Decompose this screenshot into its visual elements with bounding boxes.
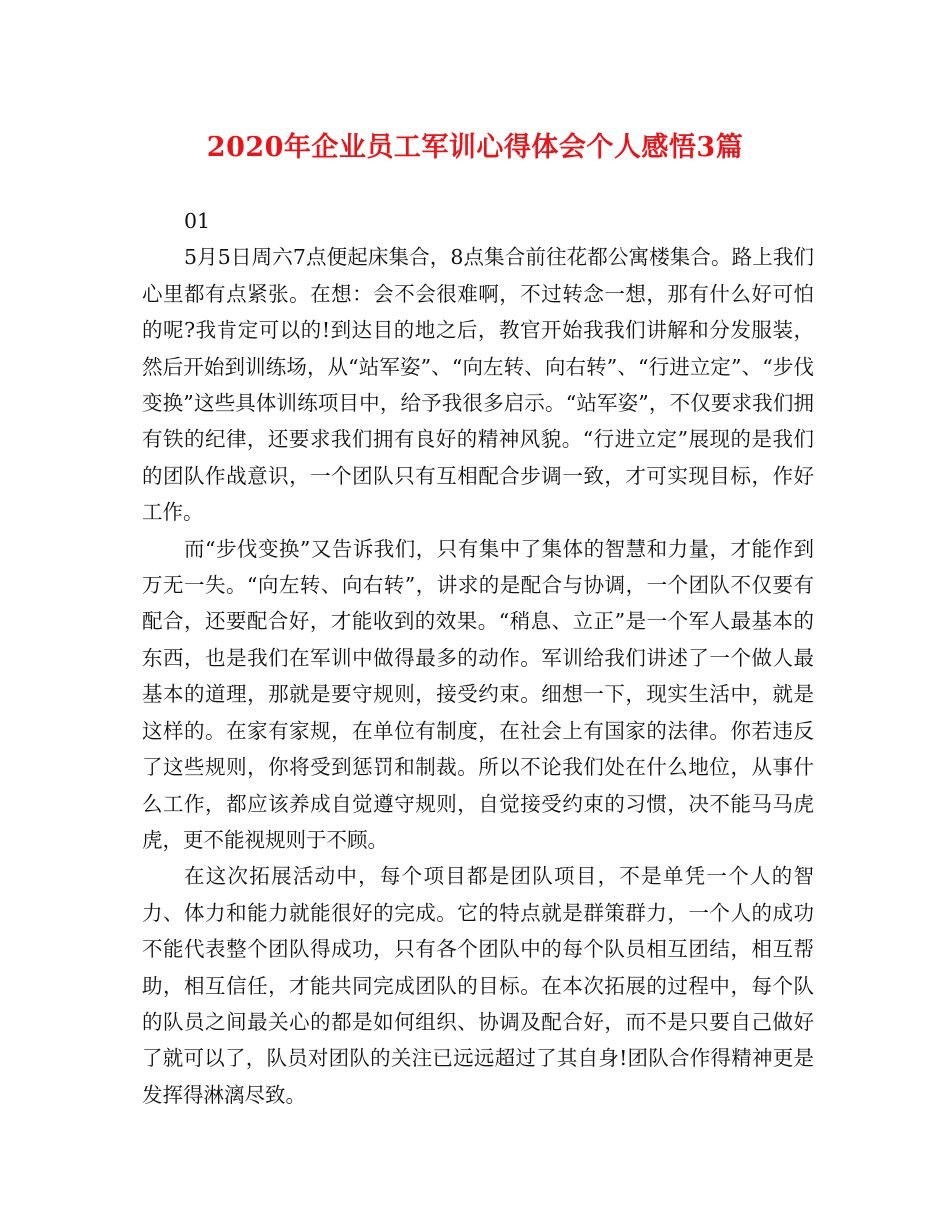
page-title: 2020年企业员工军训心得体会个人感悟3篇: [206, 132, 744, 163]
paragraph-1: 5月5日周六7点便起床集合，8点集合前往花都公寓楼集合。路上我们心里都有点紧张。在想：会不会很难啊，不过转念一想，那有什么好可怕的呢?我肯定可以的!到达目的地之后，教官开始我我们讲解和分发服装，然后开始到训练场，从“站军姿”、“向左转、向右转”、“行进立定”、“步伐变换”这些具体训练项目中，给予我很多启示。“站军姿”，不仅要求我们拥有铁的纪律，还要求我们拥有良好的精神风貌。“行进立定”展现的是我们的团队作战意识，一个团队只有互相配合步调一致，才可实现目标，作好工作。: [142, 245, 814, 525]
paragraph-3: 在这次拓展活动中，每个项目都是团队项目，不是单凭一个人的智力、体力和能力就能很好的完成。它的特点就是群策群力，一个人的成功不能代表整个团队得成功，只有各个团队中的每个队员相互团结，相互帮助，相互信任，才能共同完成团队的目标。在本次拓展的过程中，每个队的队员之间最关心的都是如何组织、协调及配合好，而不是只要自己做好了就可以了，队员对团队的关注已远远超过了其自身!团队合作得精神更是发挥得淋漓尽致。: [142, 864, 814, 1107]
section-number: 01: [184, 209, 211, 233]
document-body: [142, 203, 814, 1113]
paragraph-2: 而“步伐变换”又告诉我们，只有集中了集体的智慧和力量，才能作到万无一失。“向左转、向右转”，讲求的是配合与协调，一个团队不仅要有配合，还要配合好，才能收到的效果。“稍息、立正”是一个军人最基本的东西，也是我们在军训中做得最多的动作。军训给我们讲述了一个做人最基本的道理，那就是要守规则，接受约束。细想一下，现实生活中，就是这样的。在家有家规，在单位有制度，在社会上有国家的法律。你若违反了这些规则，你将受到惩罚和制裁。所以不论我们处在什么地位，从事什么工作，都应该养成自觉遵守规则，自觉接受约束的习惯，决不能马马虎虎，更不能视规则于不顾。: [142, 536, 814, 852]
